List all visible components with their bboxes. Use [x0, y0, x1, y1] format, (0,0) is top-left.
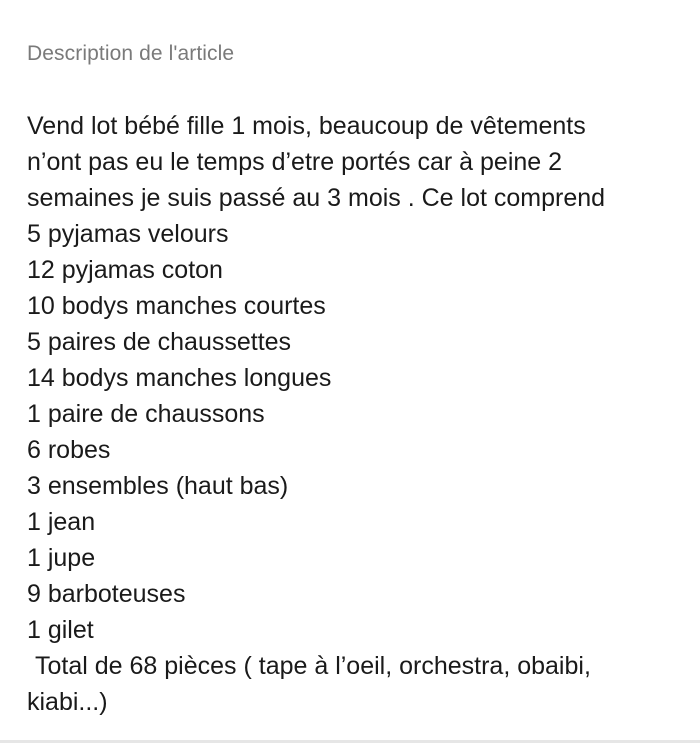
description-line: 1 jean: [27, 508, 96, 536]
description-line: 14 bodys manches longues: [27, 364, 332, 392]
description-line: semaines je suis passé au 3 mois . Ce lot comprend: [27, 184, 606, 212]
description-line: 5 paires de chaussettes: [27, 328, 292, 356]
description-line: 1 jupe: [27, 544, 96, 572]
section-title: Description de l'article: [27, 42, 235, 65]
description-line: 10 bodys manches courtes: [27, 292, 326, 320]
description-line: 5 pyjamas velours: [27, 220, 229, 248]
description-line: Total de 68 pièces ( tape à l’oeil, orchestra, obaibi,: [35, 652, 591, 680]
description-line: kiabi...): [27, 688, 108, 716]
description-line: Vend lot bébé fille 1 mois, beaucoup de vêtements: [27, 112, 586, 140]
description-line: n’ont pas eu le temps d’etre portés car à peine 2: [27, 148, 563, 176]
description-line: 12 pyjamas coton: [27, 256, 223, 284]
description-text: [27, 108, 677, 720]
description-line: 9 barboteuses: [27, 580, 186, 608]
description-line: 6 robes: [27, 436, 111, 464]
description-line: 1 paire de chaussons: [27, 400, 265, 428]
description-line: 1 gilet: [27, 616, 94, 644]
description-line: 3 ensembles (haut bas): [27, 472, 289, 500]
